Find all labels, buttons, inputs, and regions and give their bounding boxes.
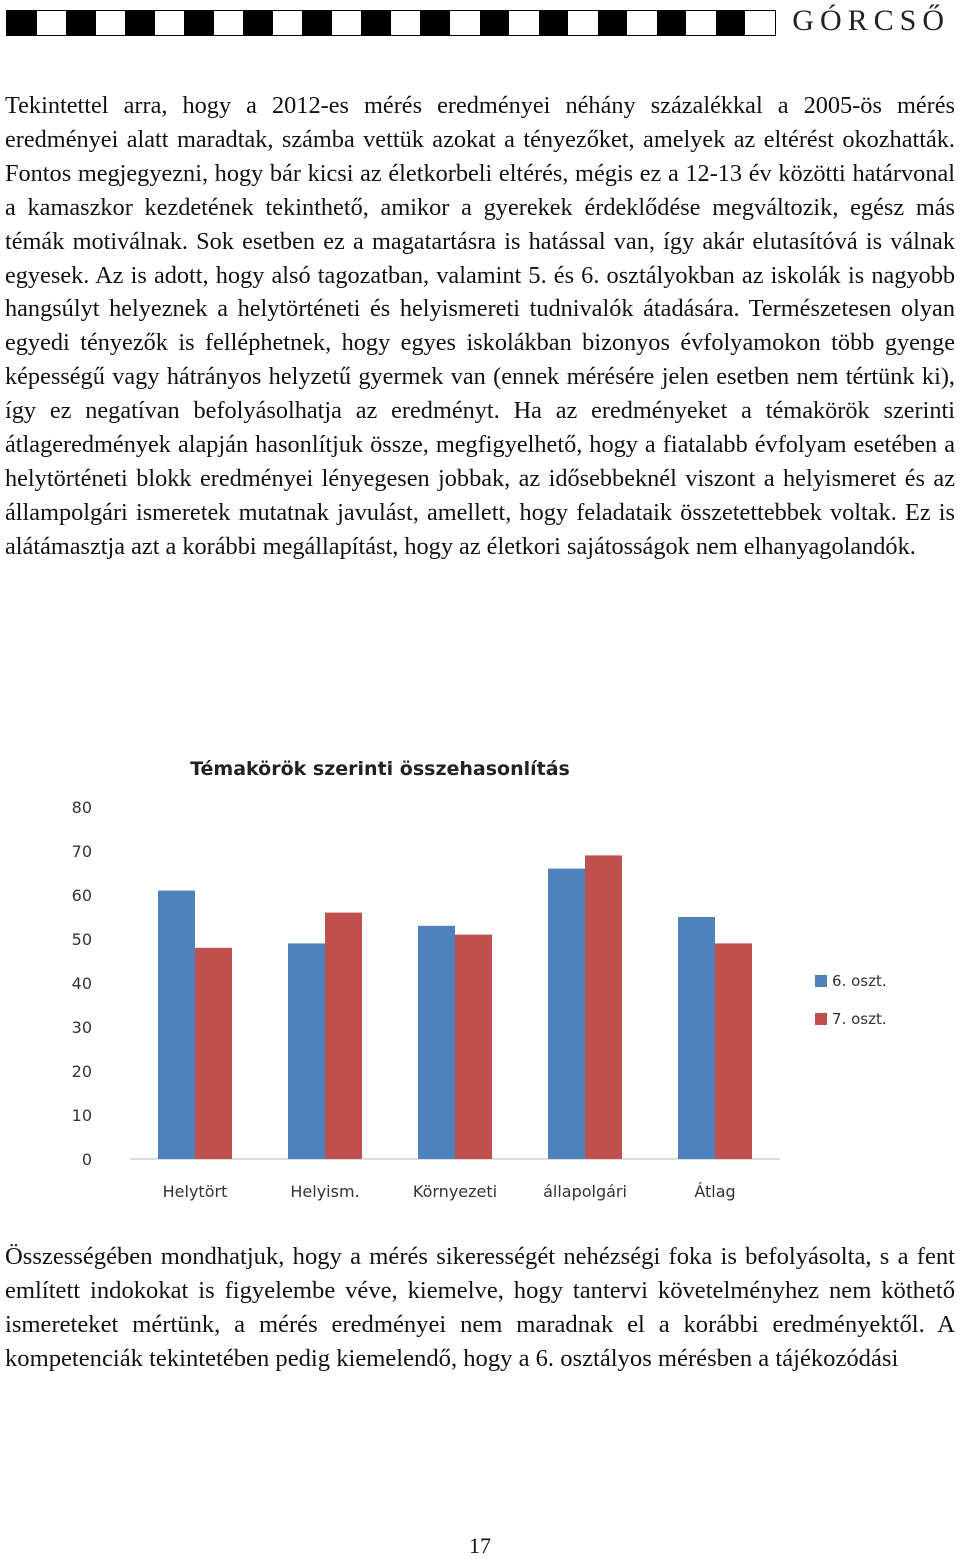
y-tick-label: 40 — [71, 974, 92, 993]
legend-swatch — [815, 1013, 827, 1025]
chart-title: Témakörök szerinti összehasonlítás — [190, 758, 570, 780]
bar-7-oszt — [195, 948, 232, 1159]
header-pattern-bar — [6, 10, 776, 36]
intro-paragraph: Tekintettel arra, hogy a 2012-es mérés eredményei néhány százalékkal a 2005-ös mérés eredményei alatt maradtak, számba vettük azokat a tényezőket, amelyek az eltérést okozhatták. Fontos megjegyezni, hogy bár kicsi az életkorbeli eltérés, mégis ez a 12-13 év közötti határvonal a kamaszkor kezdetének tekinthető, amikor a gyerekek érdeklődése megváltozik, egész más témák motiválnak. Sok esetben ez a magatartásra is hatással van, így akár elutasítóvá is válnak egyesek. Az is adott, hogy alsó tagozatban, valamint 5. és 6. osztályokban az iskolák is nagyobb hangsúlyt helyeznek a helytörténeti és helyismereti tudnivalók átadására. Természetesen olyan egyedi tényezők is felléphetnek, hogy egyes iskolákban bizonyos évfolyamokon több gyenge képességű vagy hátrányos helyzetű gyermek van (ennek mérésére jelen esetben nem tértünk ki), így ez negatívan befolyásolhatja az eredményt. Ha az eredményeket a témakörök szerinti átlageredmények alapján hasonlítjuk össze, megfigyelhető, hogy a fiatalabb évfolyam esetében a helytörténeti blokk eredményei lényegesen jobbak, az idősebbeknél viszont a helyismeret és az állampolgári ismeretek mutatnak javulást, amellett, hogy feladataik összetettebbek voltak. Ez is alátámasztja azt a korábbi megállapítást, hogy az életkori sajátosságok nem elhanyagolandók. — [5, 92, 955, 560]
x-axis-labels — [163, 1182, 736, 1201]
legend-label: 7. oszt. — [832, 1010, 887, 1028]
header-pattern-segment — [598, 11, 628, 35]
x-tick-label: Környezeti — [412, 1182, 498, 1201]
bar-7-oszt — [455, 935, 492, 1159]
header-pattern-segment — [66, 11, 96, 35]
y-tick-label: 10 — [71, 1106, 92, 1125]
legend-label: 6. oszt. — [832, 972, 887, 990]
summary-paragraph: Összességében mondhatjuk, hogy a mérés sikerességét nehézségi foka is befolyásolta, s a fent említett indokokat is figyelembe véve, kiemelve, hogy tantervi követelményhez nem köthető ismereteket mértünk, a mérés eredményei nem maradnak el a korábbi eredményektől. A kompetenciák tekintetében pedig kiemelendő, hogy a 6. osztályos mérésben a tájékozódási — [5, 1243, 955, 1372]
y-tick-label: 50 — [71, 930, 92, 949]
header-pattern-segment — [391, 11, 421, 35]
header-pattern-segment — [716, 11, 746, 35]
bar-6-oszt — [288, 943, 325, 1159]
y-axis-ticks — [72, 798, 92, 1169]
bar-7-oszt — [325, 913, 362, 1159]
section-title: GÓRCSŐ — [792, 4, 950, 37]
y-tick-label: 70 — [71, 842, 92, 861]
header-pattern-segment — [480, 11, 510, 35]
x-tick-label: állapolgári — [543, 1182, 627, 1201]
page-number: 17 — [469, 1533, 491, 1558]
header-pattern-segment — [686, 11, 716, 35]
header-pattern-segment — [125, 11, 155, 35]
x-tick-label: Átlag — [694, 1182, 736, 1201]
header-pattern-segment — [7, 11, 37, 35]
header-pattern-segment — [37, 11, 67, 35]
header-pattern-segment — [302, 11, 332, 35]
header-pattern-segment — [96, 11, 126, 35]
header-pattern-segment — [568, 11, 598, 35]
x-tick-label: Helytört — [162, 1182, 228, 1201]
y-tick-label: 30 — [71, 1018, 92, 1037]
header-pattern-segment — [155, 11, 185, 35]
header-pattern-segment — [273, 11, 303, 35]
bar-6-oszt — [158, 891, 195, 1159]
header-pattern-segment — [657, 11, 687, 35]
y-tick-label: 0 — [81, 1150, 92, 1169]
header-pattern-segment — [214, 11, 244, 35]
bar-7-oszt — [585, 855, 622, 1159]
bar-6-oszt — [678, 917, 715, 1159]
header-pattern-segment — [243, 11, 273, 35]
header-pattern-segment — [361, 11, 391, 35]
chart-legend — [815, 972, 887, 1028]
bar-chart — [20, 742, 920, 1212]
header-pattern-segment — [539, 11, 569, 35]
header-pattern-segment — [420, 11, 450, 35]
y-tick-label: 80 — [71, 798, 92, 817]
chart-svg — [20, 742, 920, 1212]
bar-7-oszt — [715, 943, 752, 1159]
header-pattern-segment — [745, 11, 775, 35]
x-tick-label: Helyism. — [290, 1182, 360, 1201]
header-pattern-segment — [332, 11, 362, 35]
header-pattern-segment — [184, 11, 214, 35]
bar-6-oszt — [418, 926, 455, 1159]
y-tick-label: 20 — [71, 1062, 92, 1081]
y-tick-label: 60 — [71, 886, 92, 905]
legend-swatch — [815, 975, 827, 987]
header-pattern-segment — [450, 11, 480, 35]
bar-6-oszt — [548, 869, 585, 1159]
header-pattern-segment — [509, 11, 539, 35]
header-pattern-segment — [627, 11, 657, 35]
bar-series — [158, 855, 752, 1159]
